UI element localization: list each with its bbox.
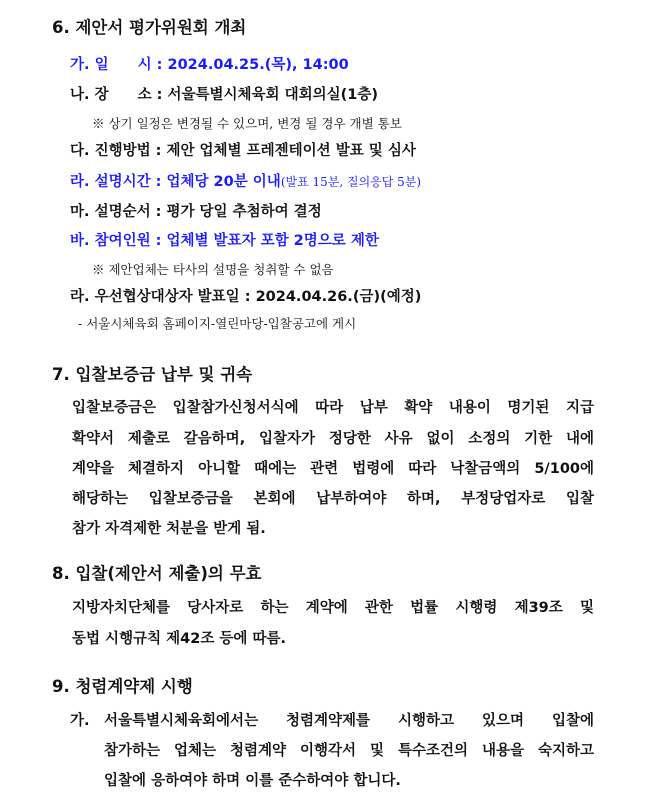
integrity-item-marker: 가. [70,713,90,729]
listening-restriction-note: ※ 제안업체는 타사의 설명을 청취할 수 없음 [92,262,334,277]
participants-limit: 바. 참여인원 : 업체별 발표자 포함 2명으로 제한 [70,233,379,249]
bid-bond-line-1: 입찰보증금은 입찰참가신청서식에 따라 납부 확약 내용이 명기된 지급 [72,400,594,416]
bid-bond-line-3: 계약을 체결하지 아니할 때에는 관련 법령에 따라 낙찰금액의 5/100에 [72,461,594,477]
integrity-line-2: 참가하는 업체는 청렴계약 이행각서 및 특수조건의 내용을 숙지하고 [104,743,594,759]
presentation-method: 다. 진행방법 : 제안 업체별 프레젠테이션 발표 및 심사 [70,143,416,159]
schedule-date-value: 2024.04.25.(목), 14:00 [167,57,349,73]
invalid-bid-line-1: 지방자치단체를 당사자로 하는 계약에 관한 법률 시행령 제39조 및 [72,600,594,616]
invalid-bid-line-2: 동법 시행규칙 제42조 등에 따름. [72,631,286,647]
integrity-line-1: 서울특별시체육회에서는 청렴계약제를 시행하고 있으며 입찰에 [104,713,594,729]
presentation-time [70,175,421,190]
schedule-change-note: ※ 상기 일정은 변경될 수 있으며, 변경 될 경우 개별 통보 [92,116,402,131]
schedule-place: 나. 장 소 : 서울특별시체육회 대회의실(1층) [70,87,378,103]
presentation-time-breakdown: (발표 15분, 질의응답 5분) [280,175,422,189]
section-7-heading: 7. 입찰보증금 납부 및 귀속 [52,365,253,384]
bid-bond-line-4: 해당하는 입찰보증금을 본회에 납부하여야 하며, 부정당업자로 입찰 [72,491,594,507]
presentation-time-main: 라. 설명시간 : 업체당 20분 이내 [70,174,281,190]
bid-bond-line-5: 참가 자격제한 처분을 받게 됨. [72,521,266,537]
preferred-bidder-announcement: 라. 우선협상대상자 발표일 : 2024.04.26.(금)(예정) [70,289,422,305]
schedule-date [70,58,349,73]
section-6-heading: 6. 제안서 평가위원회 개최 [52,18,247,37]
section-8-heading: 8. 입찰(제안서 제출)의 무효 [52,564,262,583]
section-9-heading: 9. 청렴계약제 시행 [52,677,193,696]
bid-bond-line-2: 확약서 제출로 갈음하며, 입찰자가 정당한 사유 없이 소정의 기한 내에 [72,431,594,447]
integrity-line-3: 입찰에 응하여야 하며 이를 준수하여야 합니다. [104,773,401,789]
announcement-posting-note: - 서울시체육회 홈페이지-열린마당-입찰공고에 게시 [78,316,357,331]
schedule-date-label: 가. 일 시 : [70,57,168,73]
presentation-order: 마. 설명순서 : 평가 당일 추첨하여 결정 [70,204,322,220]
